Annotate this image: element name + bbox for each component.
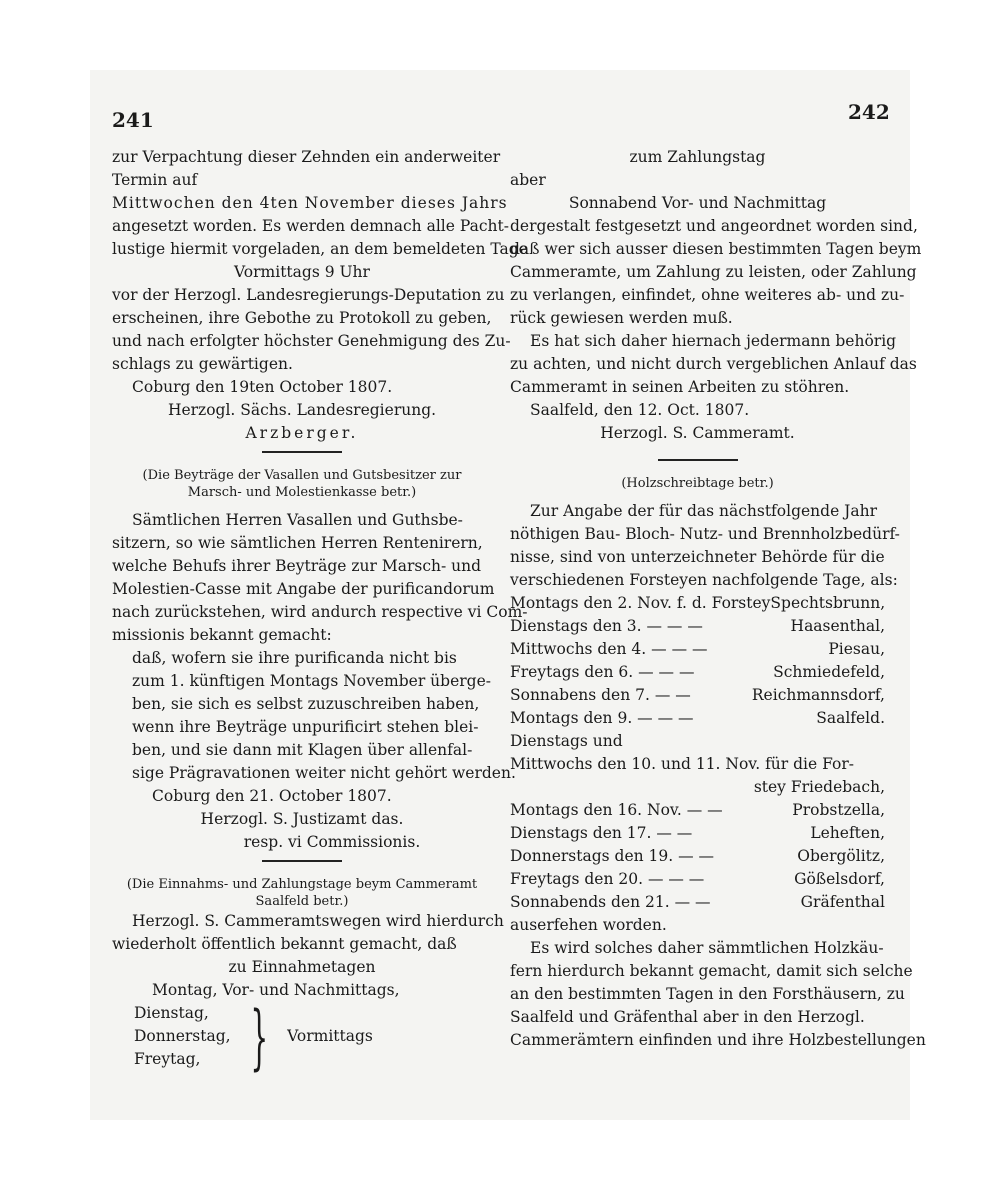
schedule-row xyxy=(510,868,885,891)
schedule-place: Gräfenthal xyxy=(800,893,885,911)
schedule-place: Leheften, xyxy=(810,824,885,842)
text-line: Sämtlichen Herren Vasallen und Guthsbe- xyxy=(132,511,463,529)
text-line: rück gewiesen werden muß. xyxy=(510,309,733,327)
text-line: Molestien-Casse mit Angabe der purificandorum xyxy=(112,580,495,598)
text-line: schlags zu gewärtigen. xyxy=(112,355,293,373)
text-line: Sonnabend Vor- und Nachmittag xyxy=(568,194,827,212)
text-line: Cammeramt in seinen Arbeiten zu stöhren. xyxy=(510,378,850,396)
curly-brace-icon: } xyxy=(249,995,268,1078)
text-line: wenn ihre Beyträge unpurificirt stehen blei- xyxy=(132,718,479,736)
schedule-row xyxy=(510,615,885,638)
text-line: nöthigen Bau- Bloch- Nutz- und Brennholzbedürf- xyxy=(510,525,900,543)
page-number-left: 241 xyxy=(112,108,154,132)
text-line: zu Einnahmetagen xyxy=(228,958,376,976)
text-line: missionis bekannt gemacht: xyxy=(112,626,332,644)
weekday: Dienstag, xyxy=(134,1004,209,1022)
schedule-place: Haasenthal, xyxy=(790,617,885,635)
text-line: Montag, Vor- und Nachmittags, xyxy=(152,981,400,999)
schedule-day: Sonnabends den 21. — — xyxy=(510,893,711,911)
text-line: Cammerämtern einfinden und ihre Holzbestellungen xyxy=(510,1031,926,1049)
text-line: nisse, sind von unterzeichneter Behörde für die xyxy=(510,548,885,566)
schedule-row xyxy=(510,661,885,684)
weekday: Donnerstag, xyxy=(134,1027,231,1045)
signature-authority: Herzogl. S. Cammeramt. xyxy=(600,424,795,442)
schedule-day: Dienstags den 3. — — — xyxy=(510,617,703,635)
schedule-day: Mittwochs den 4. — — — xyxy=(510,640,708,658)
schedule-place: Piesau, xyxy=(828,640,885,658)
schedule-row xyxy=(510,845,885,868)
schedule-place: Reichmannsdorf, xyxy=(751,686,885,704)
text-line: fern hierdurch bekannt gemacht, damit sich selche xyxy=(510,962,913,980)
schedule-place: Probstzella, xyxy=(792,801,885,819)
date-line: Saalfeld, den 12. Oct. 1807. xyxy=(530,401,750,419)
schedule-day: Freytags den 6. — — — xyxy=(510,663,695,681)
text-line: ben, und sie dann mit Klagen über allenfal- xyxy=(132,741,473,759)
text-line: ben, sie sich es selbst zuzuschreiben haben, xyxy=(132,695,480,713)
text-line: zu achten, und nicht durch vergeblichen Anlauf das xyxy=(510,355,917,373)
text-line: erscheinen, ihre Gebothe zu Protokoll zu geben, xyxy=(112,309,492,327)
date-line: Coburg den 21. October 1807. xyxy=(152,787,392,805)
text-line: Saalfeld und Gräfenthal aber in den Herzogl. xyxy=(510,1008,865,1026)
signature-authority: Herzogl. S. Justizamt das. xyxy=(200,810,404,828)
schedule-day: Montags den 9. — — — xyxy=(510,709,694,727)
schedule-row xyxy=(510,822,885,845)
weekday: Freytag, xyxy=(134,1050,201,1068)
text-line: nach zurückstehen, wird andurch respective vi Com- xyxy=(112,603,528,621)
text-line: Es hat sich daher hiernach jedermann behörig xyxy=(530,332,897,350)
text-line: Cammeramte, um Zahlung zu leisten, oder Zahlung xyxy=(510,263,917,281)
schedule-day: Sonnabens den 7. — — xyxy=(510,686,691,704)
text-line: sige Prägravationen weiter nicht gehört werden. xyxy=(132,764,516,782)
text-line: Es wird solches daher sämmtlichen Holzkäu- xyxy=(530,939,884,957)
text-line: Dienstags und xyxy=(510,732,623,750)
text-line: Zur Angabe der für das nächstfolgende Jahr xyxy=(530,502,878,520)
schedule-row xyxy=(510,592,885,615)
schedule-row xyxy=(510,684,885,707)
text-line: Vormittags xyxy=(287,1027,373,1045)
date-line: Coburg den 19ten October 1807. xyxy=(132,378,393,396)
section-heading: (Die Beyträge der Vasallen und Gutsbesitzer zur xyxy=(142,468,462,483)
text-line: Termin auf xyxy=(112,171,198,189)
schedule-day: Montags den 16. Nov. — — xyxy=(510,801,723,819)
schedule-place: Gößelsdorf, xyxy=(794,870,885,888)
signature-name: resp. vi Commissionis. xyxy=(243,833,421,851)
text-line: und nach erfolgter höchster Genehmigung des Zu- xyxy=(112,332,511,350)
schedule-row xyxy=(510,638,885,661)
schedule-row xyxy=(510,707,885,730)
text-line: auserfehen worden. xyxy=(510,916,667,934)
schedule-place: Schmiedefeld, xyxy=(773,663,885,681)
text-line: aber xyxy=(510,171,546,189)
section-heading: Saalfeld betr.) xyxy=(255,894,349,909)
text-line: daß wer sich ausser diesen bestimmten Tagen beym xyxy=(510,240,922,258)
text-line: wiederholt öffentlich bekannt gemacht, daß xyxy=(112,935,457,953)
schedule-place: Obergölitz, xyxy=(797,847,885,865)
text-line: sitzern, so wie sämtlichen Herren Rentenirern, xyxy=(112,534,483,552)
schedule-day: Dienstags den 17. — — xyxy=(510,824,693,842)
text-line: zum 1. künftigen Montags November überge- xyxy=(132,672,492,690)
schedule-day: Montags den 2. Nov. f. d. Forstey xyxy=(510,594,771,612)
text-line: dergestalt festgesetzt und angeordnet worden sind, xyxy=(510,217,918,235)
text-line: angesetzt worden. Es werden demnach alle Pacht- xyxy=(112,217,509,235)
text-line: Herzogl. S. Cammeramtswegen wird hierdurch xyxy=(132,912,504,930)
signature-authority: Herzogl. Sächs. Landesregierung. xyxy=(167,401,437,419)
text-line: verschiedenen Forsteyen nachfolgende Tage, als: xyxy=(510,571,898,589)
schedule-place: Saalfeld. xyxy=(816,709,885,727)
text-line: Mittwochen den 4ten November dieses Jahrs xyxy=(112,194,508,212)
section-heading: (Holzschreibtage betr.) xyxy=(621,476,774,491)
section-divider xyxy=(262,860,342,862)
text-line: vor der Herzogl. Landesregierungs-Deputation zu xyxy=(112,286,505,304)
signature-name: Arzberger. xyxy=(245,424,359,442)
schedule-day: Donnerstags den 19. — — xyxy=(510,847,715,865)
schedule-table xyxy=(510,799,885,914)
section-heading: Marsch- und Molestienkasse betr.) xyxy=(187,485,417,500)
weekday-group xyxy=(112,995,492,1078)
text-line: zur Verpachtung dieser Zehnden ein anderweiter xyxy=(112,148,501,166)
schedule-place: Spechtsbrunn, xyxy=(770,594,886,612)
text-line: an den bestimmten Tagen in den Forsthäusern, zu xyxy=(510,985,905,1003)
section-divider xyxy=(262,451,342,453)
schedule-row xyxy=(510,891,885,914)
schedule-row xyxy=(510,799,885,822)
page-number-right: 242 xyxy=(848,100,890,124)
schedule-table xyxy=(510,592,885,730)
text-line: zum Zahlungstag xyxy=(629,148,766,166)
text-line: lustige hiermit vorgeladen, an dem bemeldeten Tage xyxy=(112,240,528,258)
schedule-day: Freytags den 20. — — — xyxy=(510,870,705,888)
text-line: Vormittags 9 Uhr xyxy=(234,263,370,281)
text-line: daß, wofern sie ihre purificanda nicht bis xyxy=(132,649,457,667)
text-line: stey Friedebach, xyxy=(753,778,885,796)
text-line: welche Behufs ihrer Beyträge zur Marsch- und xyxy=(112,557,482,575)
text-line: zu verlangen, einfindet, ohne weiteres ab- und zu- xyxy=(510,286,905,304)
section-heading: (Die Einnahms- und Zahlungstage beym Cammeramt xyxy=(126,877,478,892)
text-line: Mittwochs den 10. und 11. Nov. für die For- xyxy=(510,755,854,773)
section-divider xyxy=(658,459,738,461)
right-column xyxy=(510,146,926,1052)
